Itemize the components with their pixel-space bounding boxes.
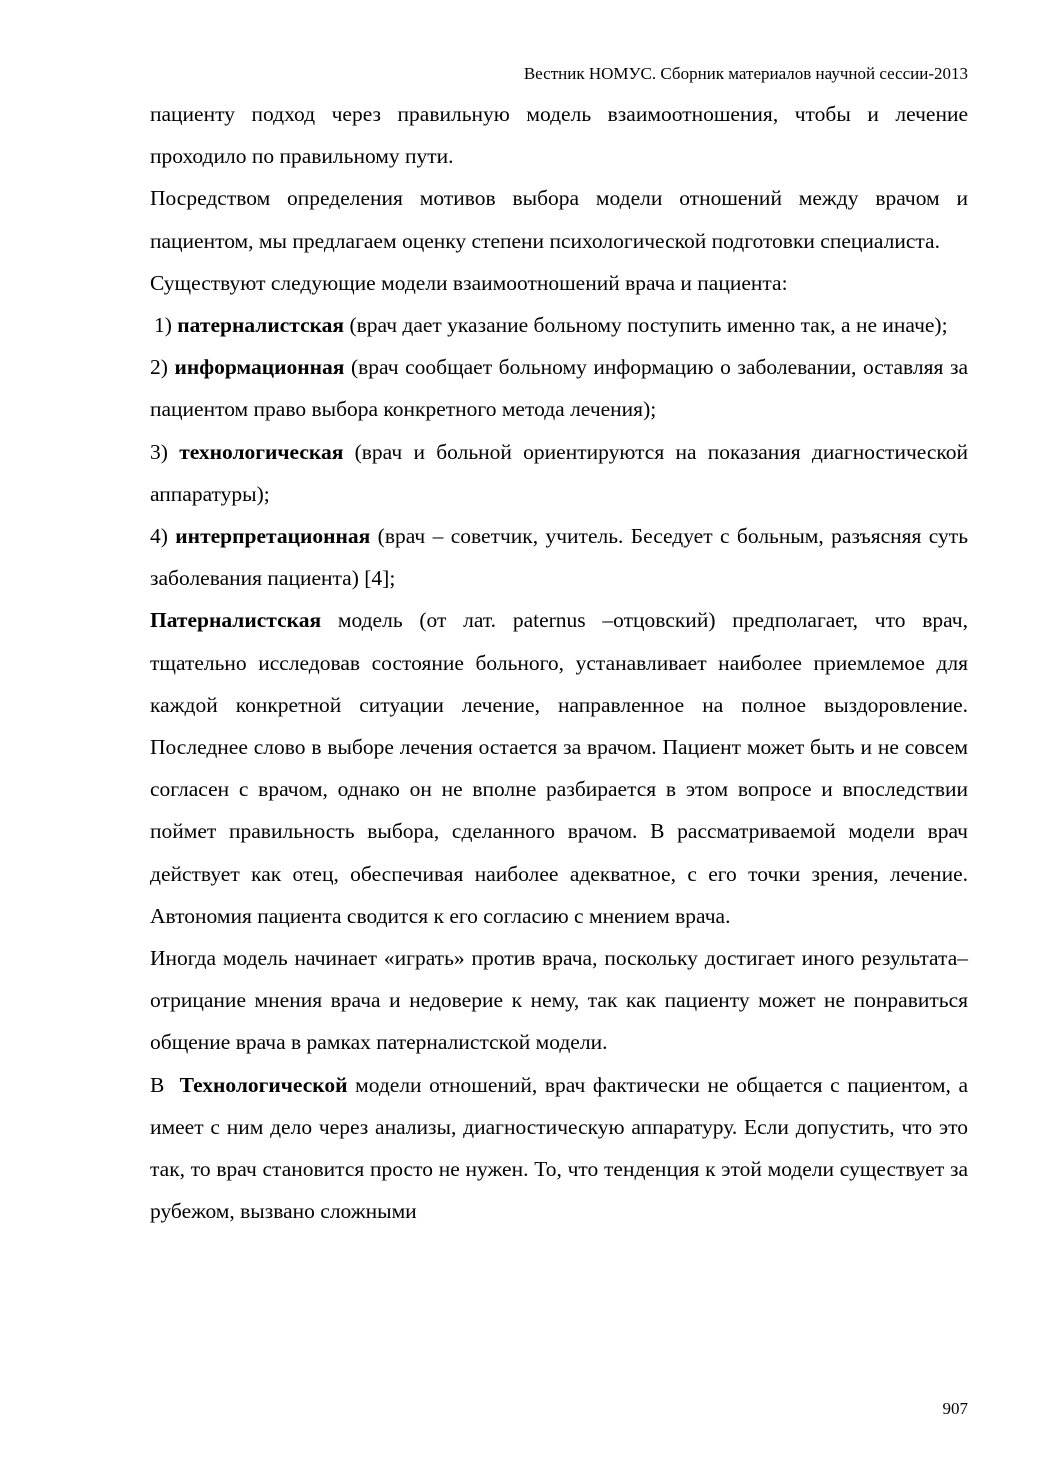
model-term: Технологической xyxy=(179,1072,348,1097)
paragraph-models-list-intro: Существуют следующие модели взаимоотношений врача и пациента: xyxy=(150,270,788,295)
model-term: информационная xyxy=(174,355,345,380)
running-header: Вестник НОМУС. Сборник материалов научной сессии-2013 xyxy=(523,64,968,83)
paragraph-body: модель (от лат. paternus –отцовский) предполагает, что врач, тщательно исследовав состояние больного, устанавливает наиболее приемлемое для каждой конкретной ситуации лечение, направленное на полное выздоровление. Последнее слово в выборе лечения остается за врачом. Пациент может быть и не совсем согласен с врачом, однако он не вполне разбирается в этом вопросе и впоследствии поймет правильность выбора, сделанного врачом. В рассматриваемой модели врач действует как отец, обеспечивая наиболее адекватное, с его точки зрения, лечение. Автономия пациента сводится к его согласию с мнением врача. xyxy=(150,608,968,928)
list-item-interpretational xyxy=(150,515,968,599)
list-item-number: 3) xyxy=(150,439,180,464)
list-item-number: 2) xyxy=(150,355,175,380)
paragraph-purpose: Посредством определения мотивов выбора модели отношений между врачом и пациентом, мы предлагаем оценку степени психологической подготовки специалиста. xyxy=(150,186,968,253)
body-text xyxy=(150,93,968,1232)
model-term: патерналистская xyxy=(177,313,345,338)
list-item-paternalistic xyxy=(150,304,968,346)
list-item-description: (врач сообщает больному информацию о заболевании, оставляя за пациентом право выбора конкретного метода лечения); xyxy=(150,355,968,422)
paragraph-body: модели отношений, врач фактически не общается с пациентом, а имеет с ним дело через анализы, диагностическую аппаратуру. Если допустить, что это так, то врач становится просто не нужен. То, что тенденция к этой модели существует за рубежом, вызвано сложными xyxy=(150,1072,968,1224)
paragraph-technological-model xyxy=(150,1064,968,1233)
list-item-technological xyxy=(150,431,968,515)
list-item-informational xyxy=(150,346,968,430)
paragraph-intro-continuation: пациенту подход через правильную модель взаимоотношения, чтобы и лечение проходило по правильному пути. xyxy=(150,102,968,169)
list-item-description: (врач и больной ориентируются на показания диагностической аппаратуры); xyxy=(150,439,968,506)
list-item-description: (врач – советчик, учитель. Беседует с больным, разъясняя суть заболевания пациента) [4]; xyxy=(150,524,968,591)
paragraph-prefix: В xyxy=(150,1072,180,1097)
model-term: технологическая xyxy=(179,439,344,464)
list-item-number: 4) xyxy=(150,524,176,549)
model-term: Патерналистская xyxy=(150,608,322,633)
list-item-description: (врач дает указание больному поступить именно так, а не иначе); xyxy=(344,313,948,338)
model-term: интерпретационная xyxy=(175,524,371,549)
list-item-number: 1) xyxy=(154,313,178,338)
paragraph-model-backfire: Иногда модель начинает «играть» против врача, поскольку достигает иного результата– отрицание мнения врача и недоверие к нему, так как пациенту может не понравиться общение врача в рамках патерналистской модели. xyxy=(150,946,968,1055)
page-number: 907 xyxy=(942,1399,968,1418)
paragraph-paternalistic-model xyxy=(150,599,968,937)
